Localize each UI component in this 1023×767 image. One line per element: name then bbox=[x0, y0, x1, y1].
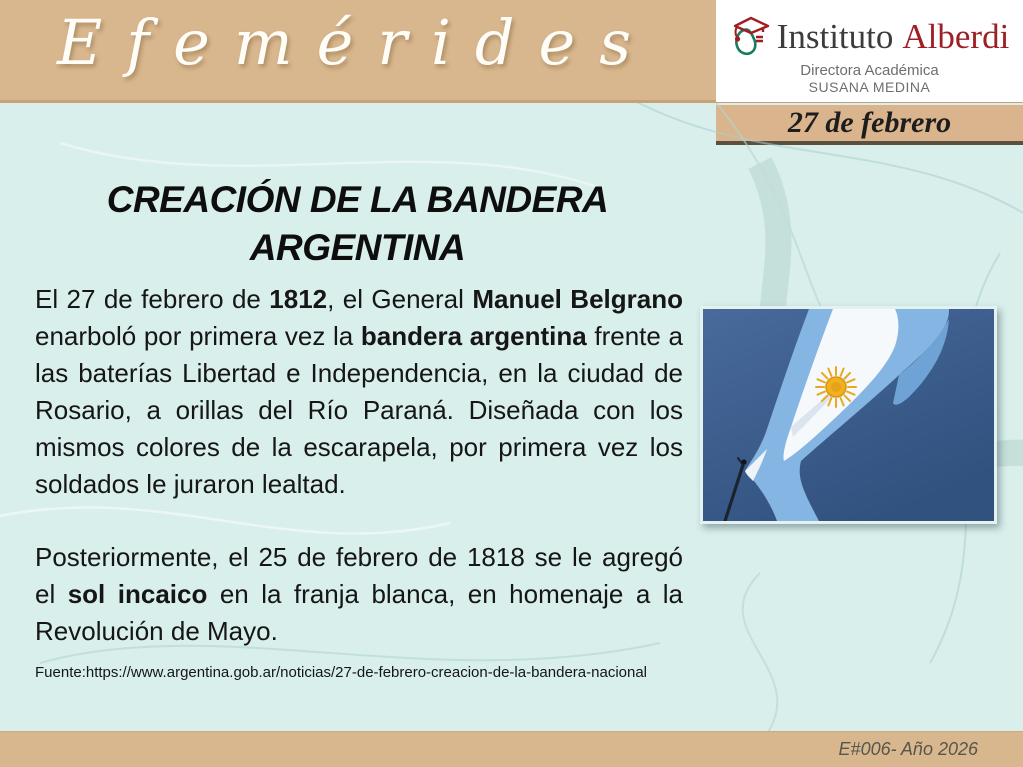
paragraph-sol-incaico-1818: Posteriormente, el 25 de febrero de 1818 se le agregó el sol incaico en la franja blanca, en homenaje a la Revolución de Mayo. bbox=[35, 542, 683, 646]
logo-name-secondary: Alberdi bbox=[902, 16, 1010, 56]
logo-row bbox=[716, 13, 1023, 59]
footer-band bbox=[0, 731, 1023, 767]
date-banner bbox=[716, 105, 1023, 145]
title-line-1: CREACIÓN DE LA BANDERA bbox=[106, 179, 609, 220]
logo-name-primary: Instituto bbox=[776, 16, 894, 56]
logo-box bbox=[716, 0, 1023, 102]
logo-subtitle-role: Directora Académica bbox=[800, 62, 939, 79]
source-note: Fuente:https://www.argentina.gob.ar/noticias/27-de-febrero-creacion-de-la-bandera-nacional bbox=[35, 664, 648, 681]
argentina-flag-photo bbox=[700, 306, 997, 524]
logo-subtitle-name: SUSANA MEDINA bbox=[808, 79, 931, 95]
brand-title: Efemérides bbox=[56, 6, 656, 79]
title-line-2: ARGENTINA bbox=[249, 227, 466, 268]
logo-name bbox=[776, 16, 1010, 56]
date-banner-label: 27 de febrero bbox=[787, 106, 952, 139]
page-title bbox=[35, 176, 680, 272]
edition-label: E#006- Año 2026 bbox=[838, 739, 978, 759]
graduation-cap-icon bbox=[730, 13, 774, 59]
paragraph-belgrano-1812: El 27 de febrero de 1812, el General Manuel Belgrano enarboló por primera vez la bandera argentina frente a las baterías Libertad e Independencia, en la ciudad de Rosario, a orillas del Río Paraná. Diseñada con los mismos colores de la escarapela, por primera vez los soldados le juraron lealtad. bbox=[35, 284, 683, 499]
